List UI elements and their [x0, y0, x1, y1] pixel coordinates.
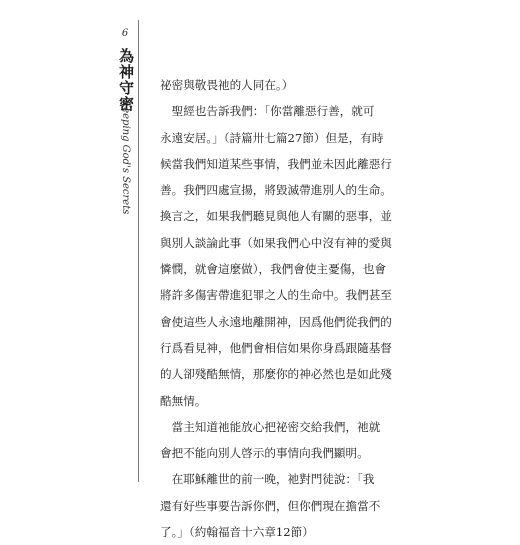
text-line: 行爲看見神，他們會相信如果你身爲跟隨基督 [160, 340, 392, 355]
running-header-title: 為神守密 [117, 48, 135, 112]
text-line: 候當我們知道某些事情，我們並未因此離惡行 [160, 156, 392, 171]
text-line: 還有好些事要告訴你們，但你們現在擔當不 [160, 498, 381, 513]
text-line: 當主知道祂能放心把祕密交給我們，祂就 [160, 419, 381, 434]
text-line: 在耶穌離世的前一晚，祂對門徒說：「我 [160, 472, 375, 487]
running-header-subtitle: Keeping God's Secrets [120, 100, 131, 215]
text-line: 了。」（約翰福音十六章12節） [160, 525, 314, 540]
text-line: 永遠安居。」（詩篇卅七篇27節）但是，有時 [160, 130, 384, 145]
text-line: 的人卻殘酷無情，那麼你的神必然也是如此殘 [160, 367, 392, 382]
text-line: 會使這些人永遠地離開神，因爲他們從我們的 [160, 314, 392, 329]
text-line: 酷無情。 [160, 393, 207, 408]
text-line: 憐憫，就會這麼做），我們會使主憂傷，也會 [160, 262, 387, 277]
text-line: 善。我們四處宣揚，將毀滅帶進別人的生命。 [160, 183, 392, 198]
text-line: 聖經也告訴我們：「你當離惡行善，就可 [160, 104, 375, 119]
text-line: 與別人談論此事（如果我們心中沒有神的愛與 [160, 235, 392, 250]
text-line: 祕密與敬畏祂的人同在。） [160, 78, 294, 92]
header-divider [138, 20, 139, 482]
page-number: 6 [121, 28, 129, 39]
text-line: 將許多傷害帶進犯罪之人的生命中。我們甚至 [160, 288, 392, 303]
text-line: 換言之，如果我們聽見與他人有關的惡事，並 [160, 209, 392, 224]
text-line: 會把不能向別人啓示的事情向我們顯明。 [160, 446, 369, 461]
body-text [160, 72, 400, 545]
